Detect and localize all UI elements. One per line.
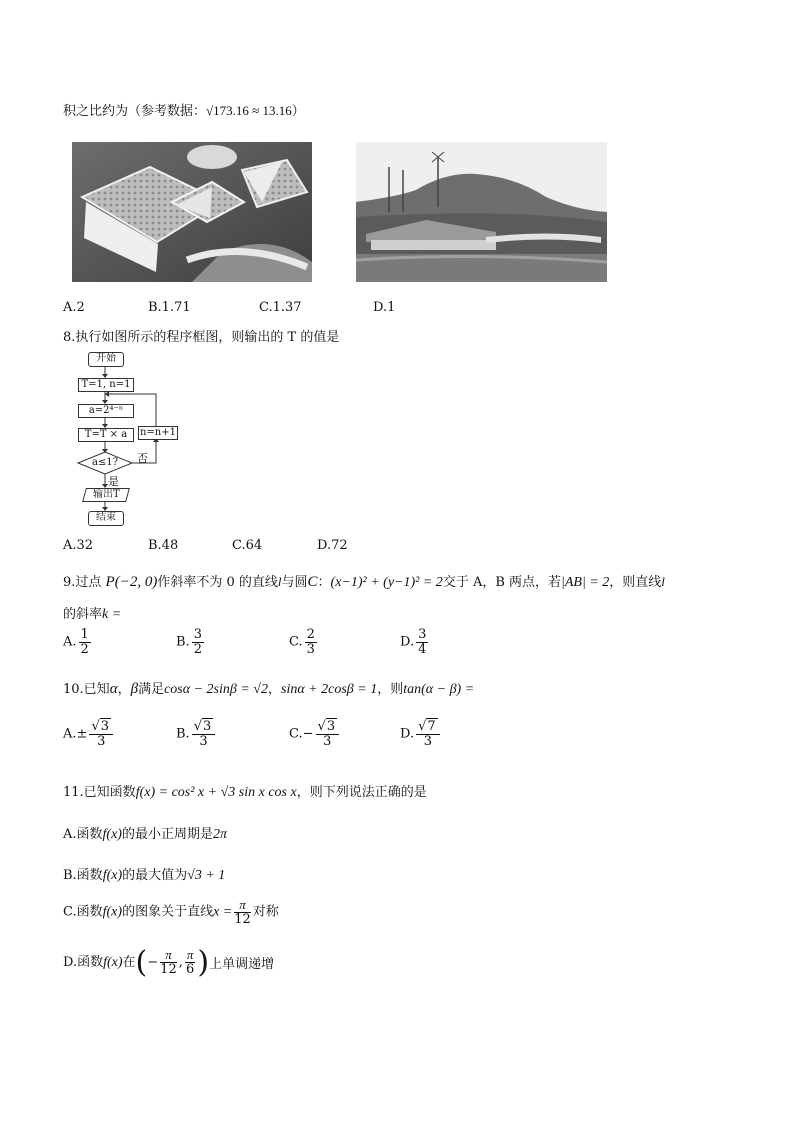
q11-option-c-mid: 的图象关于直线: [122, 904, 214, 920]
q9-text-pre: 9.过点: [63, 575, 102, 590]
flowchart-condition: a≤1?: [91, 457, 119, 468]
q10-option-a: [63, 720, 115, 748]
q10-option-a-label: A.: [63, 726, 77, 742]
q11-option-d-end: 上单调递增: [209, 957, 275, 972]
q10-option-c-num: √3: [316, 720, 340, 735]
q11-option-a-value: 2π: [212, 827, 227, 842]
flowchart-init: T=1, n=1: [78, 378, 134, 392]
q9-option-b-label: B.: [176, 634, 190, 650]
q8-option-b: B.48: [148, 538, 179, 553]
q9-chord-length: |AB| = 2: [561, 575, 610, 590]
q11-option-d-comma: ,: [178, 955, 183, 970]
flowchart-output-text: 输出T: [92, 489, 120, 500]
q10-option-c-fraction: [316, 720, 340, 748]
q10-option-c-label: C.: [289, 726, 303, 742]
q10-option-d-label: D.: [400, 726, 415, 742]
q11-option-d-left-den: 12: [160, 962, 177, 977]
flowchart-start: 开始: [88, 352, 124, 367]
q9-option-a-num: 1: [80, 627, 89, 642]
q10-option-d-den: 3: [423, 733, 433, 749]
q10-stem: [63, 678, 474, 698]
flowchart-output: [82, 488, 130, 502]
q9-text-mid3: 交于 A，B 两点，若: [442, 575, 562, 590]
q11-option-d-right-paren: ): [197, 945, 210, 980]
q11-option-d-pre: D.函数: [63, 955, 104, 970]
q10-option-a-fraction: [89, 720, 113, 748]
q11-option-d-right-num: π: [186, 947, 194, 963]
q9-slope-symbol: k =: [102, 607, 122, 622]
q9-text-line2: 的斜率: [63, 607, 103, 622]
q9-option-b-fraction: [192, 628, 204, 656]
q9-option-b-num: 3: [193, 627, 202, 642]
q10-option-c: [289, 720, 341, 748]
q9-option-d-den: 4: [418, 641, 427, 657]
q11-option-c-num: π: [234, 898, 251, 913]
q10-equation-2: sinα + 2cosβ = 1: [281, 682, 378, 697]
q10-option-b-radicand: 3: [202, 719, 212, 734]
q9-option-c-fraction: [305, 628, 317, 656]
q10-option-a-num: √3: [89, 720, 113, 735]
q10-text-end: ，则: [377, 682, 404, 697]
flowchart-increment: n=n+1: [139, 427, 176, 438]
q9-option-c-num: 2: [306, 627, 315, 642]
q10-alpha: α: [109, 681, 118, 697]
q9-text-end: ，则直线: [609, 575, 662, 590]
q9-option-b: [176, 628, 206, 656]
q10-option-b-den: 3: [199, 733, 208, 749]
q11-option-d-function: f(x): [103, 955, 123, 970]
q11-option-c-fraction: [234, 898, 251, 926]
q9-stem-line1: [63, 571, 665, 591]
q10-option-a-sign: ±: [76, 726, 88, 742]
q9-stem-line2: [63, 603, 121, 623]
q10-option-a-den: 3: [97, 733, 106, 749]
q11-option-c-x: x =: [213, 904, 233, 920]
q10-option-c-den: 3: [323, 733, 332, 749]
hillside-building-photo: [356, 142, 607, 282]
q11-option-b-mid: 的最大值为: [122, 868, 188, 883]
q7-option-a: A.2: [63, 300, 85, 315]
q11-function: f(x) = cos² x + √3 sin x cos x: [135, 785, 297, 800]
q10-option-b-num: √3: [192, 720, 216, 735]
q11-option-a-function: f(x): [102, 827, 122, 842]
flowchart-assign-a: a=2⁴⁻ⁿ: [78, 404, 134, 418]
q9-text-mid2: 与圆: [281, 575, 308, 590]
q11-option-d-left-paren: (: [135, 945, 148, 980]
q9-option-d-label: D.: [400, 634, 415, 650]
q9-option-a: [63, 628, 93, 656]
q10-option-b-label: B.: [176, 726, 190, 742]
q11-option-a: [63, 823, 227, 843]
flowchart-end: 结束: [88, 511, 124, 526]
q10-option-c-radicand: 3: [326, 719, 336, 734]
q11-option-c-pre: C.函数: [63, 904, 103, 920]
q10-equation-1: cosα − 2sinβ = √2: [164, 682, 268, 697]
q11-option-b-pre: B.函数: [63, 868, 103, 883]
q11-option-c: [63, 898, 279, 926]
q11-option-d-left-num: π: [160, 948, 177, 963]
q9-option-c-den: 3: [306, 641, 315, 657]
q8-option-a: A.32: [63, 538, 94, 553]
q8-option-d: D.72: [317, 538, 348, 553]
q11-option-c-den: 12: [234, 911, 251, 927]
q11-option-d-mid: 在: [122, 955, 136, 970]
q10-text-mid: 满足: [138, 682, 165, 697]
q10-option-c-sign: −: [302, 726, 314, 742]
q11-option-d: [63, 945, 274, 980]
q10-comma: ，: [117, 682, 131, 697]
q9-circle-equation: (x−1)² + (y−1)² = 2: [330, 575, 443, 590]
q8-option-c: C.64: [232, 538, 263, 553]
q7-option-b: B.1.71: [148, 300, 191, 315]
q10-separator: ，: [267, 682, 281, 697]
q11-option-d-minus: −: [147, 955, 159, 970]
q10-option-b: [176, 720, 217, 748]
q9-option-a-den: 2: [80, 641, 89, 657]
q9-option-c: [289, 628, 319, 656]
q9-point: P(−2, 0): [105, 574, 158, 590]
q11-option-b-function: f(x): [102, 868, 123, 883]
flowchart-yes-label: 是: [108, 475, 119, 488]
q9-option-d: [400, 628, 430, 656]
q9-option-d-num: 3: [418, 627, 427, 642]
q11-text-end: ，则下列说法正确的是: [296, 785, 427, 800]
q10-option-d-radicand: 7: [427, 719, 436, 734]
flowchart-no-label: 否: [137, 452, 148, 465]
q10-option-a-radicand: 3: [100, 719, 110, 734]
q8-stem: 8.执行如图所示的程序框图，则输出的 T 的值是: [63, 330, 340, 345]
q11-option-d-left-fraction: [160, 948, 177, 976]
q11-option-b-value: √3 + 1: [187, 868, 226, 883]
q9-line-symbol-2: l: [661, 574, 665, 589]
q9-option-a-label: A.: [63, 634, 77, 650]
q10-beta: β: [130, 681, 139, 697]
q7-option-d: D.1: [373, 300, 396, 315]
flowchart-assign-t: T=T × a: [78, 428, 134, 442]
q11-option-d-right-fraction: [185, 948, 196, 976]
flowchart: [74, 350, 194, 530]
q10-target-expression: tan(α − β) =: [403, 682, 475, 697]
q10-option-b-fraction: [192, 720, 216, 748]
q11-option-d-right-den: 6: [185, 962, 195, 977]
q7-reference-data: √173.16 ≈ 13.16: [206, 103, 292, 118]
q11-option-a-pre: A.函数: [63, 827, 103, 842]
q9-option-b-den: 2: [193, 641, 202, 657]
q9-colon: ：: [317, 575, 331, 590]
q10-option-d-num: √7: [416, 720, 440, 735]
q9-line-symbol: l: [277, 574, 282, 589]
q7-continuation-text: 积之比约为（参考数据：: [63, 104, 207, 119]
q10-text-pre: 10.已知: [63, 682, 110, 697]
q9-option-a-fraction: [79, 628, 91, 656]
q9-text-mid: 作斜率不为 0 的直线: [157, 575, 278, 590]
q9-option-d-fraction: [416, 628, 428, 656]
q10-option-d: [400, 720, 442, 748]
q9-option-c-label: C.: [289, 634, 303, 650]
q11-option-c-end: 对称: [252, 904, 279, 920]
q7-option-c: C.1.37: [259, 300, 302, 315]
q11-option-b: [63, 864, 225, 884]
q11-option-a-mid: 的最小正周期是: [121, 827, 213, 842]
pyramid-roofs-photo: [72, 142, 312, 282]
q7-continuation-line: [63, 100, 305, 119]
q11-text-pre: 11.已知函数: [63, 785, 136, 800]
q7-close-paren: ）: [291, 104, 305, 119]
q10-option-d-fraction: [416, 720, 440, 748]
q11-stem: [63, 781, 427, 801]
q9-circle-name: C: [307, 574, 318, 590]
q11-option-c-function: f(x): [102, 904, 123, 920]
